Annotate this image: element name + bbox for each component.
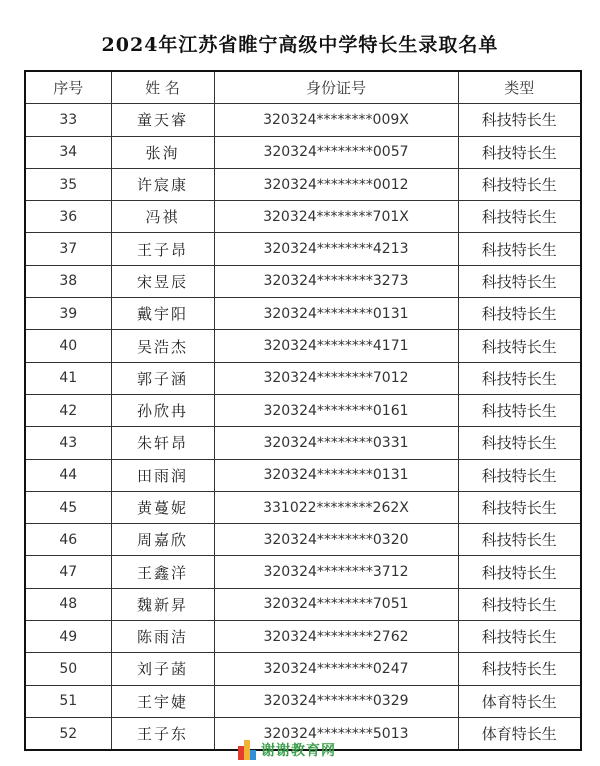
table-row — [25, 265, 581, 297]
serial-number-cell: 45 — [25, 491, 111, 523]
table-row — [25, 394, 581, 426]
name-cell: 张洵 — [111, 136, 214, 168]
serial-number-cell: 40 — [25, 330, 111, 362]
name-cell: 童天睿 — [111, 104, 214, 136]
serial-number-cell: 41 — [25, 362, 111, 394]
table-row — [25, 588, 581, 620]
table-row — [25, 330, 581, 362]
id-number-cell: 320324********0320 — [214, 524, 458, 556]
serial-number-cell: 37 — [25, 233, 111, 265]
name-cell: 孙欣冉 — [111, 394, 214, 426]
name-cell: 吴浩杰 — [111, 330, 214, 362]
type-cell: 科技特长生 — [458, 621, 581, 653]
watermark — [238, 738, 336, 762]
id-number-cell: 320324********4213 — [214, 233, 458, 265]
type-cell: 科技特长生 — [458, 201, 581, 233]
books-logo-icon — [238, 740, 256, 760]
id-number-cell: 320324********0247 — [214, 653, 458, 685]
type-cell: 科技特长生 — [458, 556, 581, 588]
document-title: 2024年江苏省睢宁高级中学特长生录取名单 — [101, 34, 499, 56]
type-cell: 科技特长生 — [458, 265, 581, 297]
header-id-number: 身份证号 — [214, 71, 458, 104]
type-cell: 体育特长生 — [458, 717, 581, 750]
table-row — [25, 168, 581, 200]
type-cell: 科技特长生 — [458, 653, 581, 685]
table-row — [25, 427, 581, 459]
serial-number-cell: 38 — [25, 265, 111, 297]
table-row — [25, 298, 581, 330]
serial-number-cell: 48 — [25, 588, 111, 620]
name-cell: 王子昂 — [111, 233, 214, 265]
table-row — [25, 104, 581, 136]
name-cell: 陈雨洁 — [111, 621, 214, 653]
id-number-cell: 320324********009X — [214, 104, 458, 136]
type-cell: 科技特长生 — [458, 427, 581, 459]
serial-number-cell: 47 — [25, 556, 111, 588]
name-cell: 许宸康 — [111, 168, 214, 200]
table-row — [25, 459, 581, 491]
table-row — [25, 491, 581, 523]
id-number-cell: 320324********2762 — [214, 621, 458, 653]
watermark-text: 谢谢教育网 — [261, 743, 336, 759]
type-cell: 科技特长生 — [458, 233, 581, 265]
serial-number-cell: 39 — [25, 298, 111, 330]
table-row — [25, 685, 581, 717]
id-number-cell: 320324********0131 — [214, 298, 458, 330]
type-cell: 科技特长生 — [458, 491, 581, 523]
type-cell: 科技特长生 — [458, 136, 581, 168]
id-number-cell: 320324********0331 — [214, 427, 458, 459]
type-cell: 科技特长生 — [458, 459, 581, 491]
id-number-cell: 320324********701X — [214, 201, 458, 233]
id-number-cell: 320324********5013 — [214, 717, 458, 750]
serial-number-cell: 49 — [25, 621, 111, 653]
serial-number-cell: 44 — [25, 459, 111, 491]
table-row — [25, 201, 581, 233]
serial-number-cell: 34 — [25, 136, 111, 168]
name-cell: 朱轩昂 — [111, 427, 214, 459]
name-cell: 冯祺 — [111, 201, 214, 233]
name-cell: 周嘉欣 — [111, 524, 214, 556]
name-cell: 刘子菡 — [111, 653, 214, 685]
serial-number-cell: 52 — [25, 717, 111, 750]
id-number-cell: 320324********0012 — [214, 168, 458, 200]
name-cell: 王子东 — [111, 717, 214, 750]
serial-number-cell: 43 — [25, 427, 111, 459]
type-cell: 科技特长生 — [458, 298, 581, 330]
table-row — [25, 621, 581, 653]
name-cell: 郭子涵 — [111, 362, 214, 394]
id-number-cell: 320324********3712 — [214, 556, 458, 588]
table-row — [25, 524, 581, 556]
name-cell: 王鑫洋 — [111, 556, 214, 588]
table-row — [25, 362, 581, 394]
name-cell: 戴宇阳 — [111, 298, 214, 330]
id-number-cell: 320324********3273 — [214, 265, 458, 297]
name-cell: 王宇婕 — [111, 685, 214, 717]
type-cell: 科技特长生 — [458, 362, 581, 394]
header-type: 类型 — [458, 71, 581, 104]
type-cell: 科技特长生 — [458, 524, 581, 556]
id-number-cell: 331022********262X — [214, 491, 458, 523]
type-cell: 科技特长生 — [458, 394, 581, 426]
type-cell: 科技特长生 — [458, 330, 581, 362]
serial-number-cell: 50 — [25, 653, 111, 685]
header-name: 姓 名 — [111, 71, 214, 104]
table-row — [25, 136, 581, 168]
id-number-cell: 320324********0131 — [214, 459, 458, 491]
id-number-cell: 320324********0329 — [214, 685, 458, 717]
id-number-cell: 320324********0057 — [214, 136, 458, 168]
name-cell: 宋昱辰 — [111, 265, 214, 297]
serial-number-cell: 36 — [25, 201, 111, 233]
id-number-cell: 320324********4171 — [214, 330, 458, 362]
serial-number-cell: 35 — [25, 168, 111, 200]
admission-table — [24, 70, 582, 751]
id-number-cell: 320324********7051 — [214, 588, 458, 620]
type-cell: 科技特长生 — [458, 588, 581, 620]
name-cell: 黄蔓妮 — [111, 491, 214, 523]
header-serial-number: 序号 — [25, 71, 111, 104]
type-cell: 科技特长生 — [458, 168, 581, 200]
name-cell: 田雨润 — [111, 459, 214, 491]
table-row — [25, 233, 581, 265]
table-header-row — [25, 71, 581, 104]
name-cell: 魏新昇 — [111, 588, 214, 620]
id-number-cell: 320324********7012 — [214, 362, 458, 394]
serial-number-cell: 46 — [25, 524, 111, 556]
serial-number-cell: 42 — [25, 394, 111, 426]
table-row — [25, 556, 581, 588]
table-row — [25, 653, 581, 685]
type-cell: 科技特长生 — [458, 104, 581, 136]
serial-number-cell: 51 — [25, 685, 111, 717]
type-cell: 体育特长生 — [458, 685, 581, 717]
serial-number-cell: 33 — [25, 104, 111, 136]
id-number-cell: 320324********0161 — [214, 394, 458, 426]
